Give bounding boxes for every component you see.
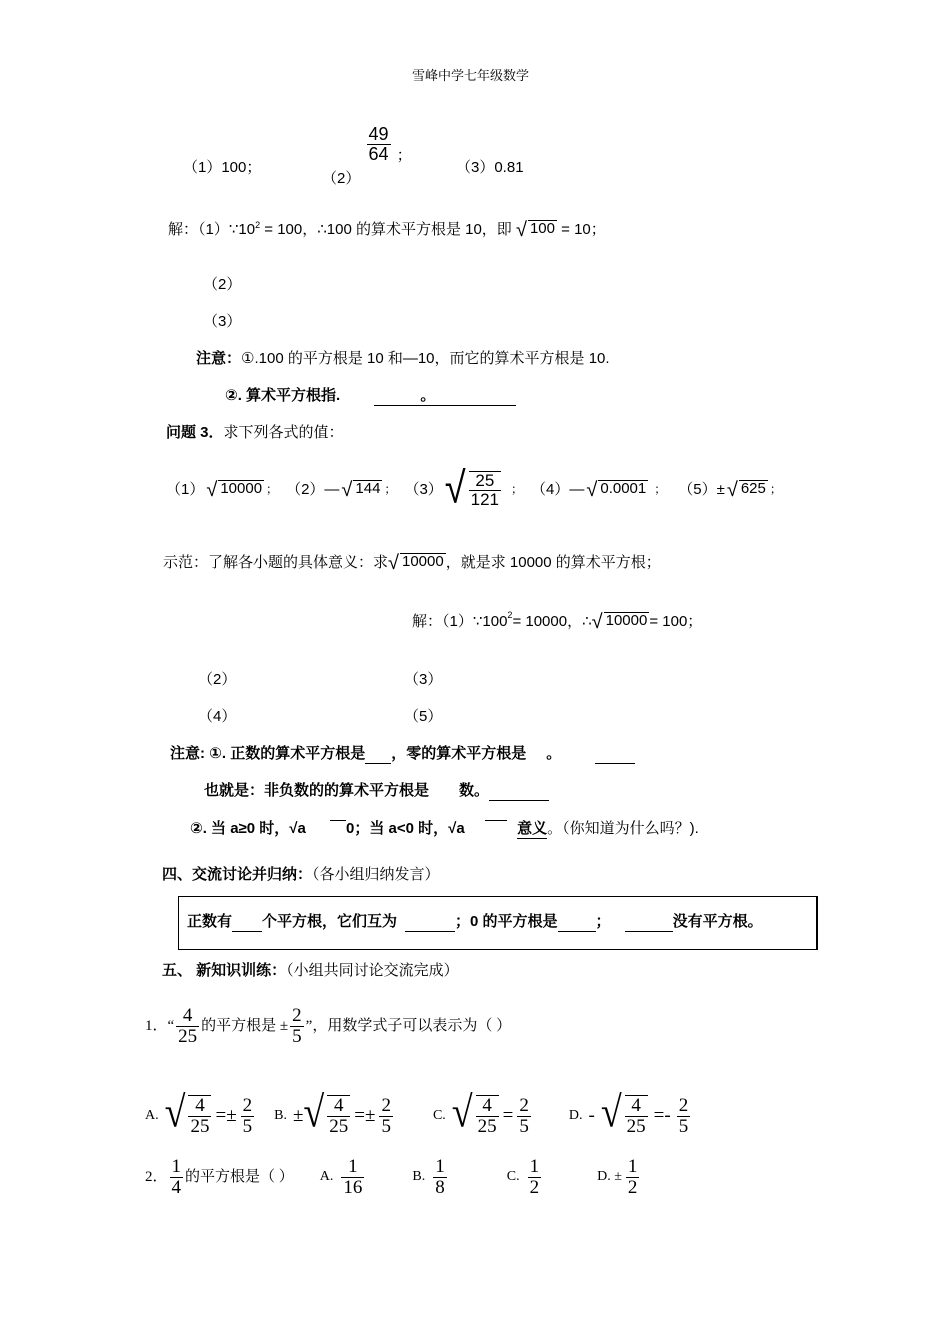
section-4-label: 四、交流讨论并归纳： bbox=[162, 866, 313, 883]
q3-item-1-label: （1） bbox=[166, 480, 205, 498]
summary-t4: ； bbox=[595, 913, 611, 930]
solution-1-mid: = 100，∴100 的算术平方根是 10，即 bbox=[260, 220, 512, 238]
option-b-pm: ± bbox=[292, 1104, 304, 1126]
note-5-mid: 0；当 a<0 时，√a bbox=[346, 820, 465, 837]
fraction-4-25 bbox=[476, 1095, 499, 1137]
fraction-4-25 bbox=[327, 1095, 350, 1137]
solution-1-part-3: （3） bbox=[203, 313, 242, 330]
sqrt-25-over-121: √ $\frac{25}{121}$ bbox=[444, 464, 500, 514]
fraction-numerator: 4 bbox=[482, 1095, 492, 1117]
exercise-2-pre: 2． bbox=[145, 1168, 168, 1185]
option-b-equals: =± bbox=[354, 1104, 376, 1126]
sqrt-625: √ 625 bbox=[726, 479, 766, 501]
sqrt-0-0001: √ 0.0001 bbox=[586, 479, 647, 501]
summary-text bbox=[187, 914, 763, 932]
question-3-label: 问题 3． bbox=[166, 424, 224, 441]
fraction-denominator: 2 bbox=[627, 1176, 638, 1198]
solution-3-post: = 100； bbox=[649, 612, 703, 630]
section-5-text: （小组共同讨论交流完成） bbox=[286, 962, 459, 979]
radicand: 0.0001 bbox=[598, 480, 648, 500]
solution-1-part-2: （2） bbox=[203, 276, 242, 293]
note-3-post: 。 bbox=[546, 745, 562, 762]
fraction-numerator: 2 bbox=[292, 1005, 302, 1026]
option-a-label: A. bbox=[145, 1108, 159, 1124]
note-2-blank bbox=[374, 388, 516, 406]
fraction-numerator: 2 bbox=[519, 1094, 529, 1116]
section-4-heading bbox=[162, 867, 440, 884]
note-5-post: 。（你知道为什么吗？). bbox=[547, 820, 699, 837]
fraction-denominator: 121 bbox=[470, 490, 500, 509]
sqrt-4-over-25: √ $\frac{4}{25}$ bbox=[303, 1088, 349, 1137]
sqrt-10000: √ 10000 bbox=[591, 611, 648, 633]
fraction-numerator: 4 bbox=[334, 1095, 344, 1117]
note-3 bbox=[170, 746, 635, 764]
fraction-2-5 bbox=[517, 1096, 531, 1137]
note-4-blank bbox=[489, 783, 549, 801]
radicand: 625 bbox=[739, 480, 768, 500]
fraction-numerator: 2 bbox=[242, 1094, 253, 1116]
demo-pre: 示范：了解各小题的具体意义：求 bbox=[163, 553, 389, 571]
option-b-label: B. bbox=[274, 1108, 287, 1124]
fraction-numerator: 4 bbox=[631, 1095, 641, 1117]
fraction-denominator: 25 bbox=[477, 1116, 497, 1137]
fraction-denominator: 25 bbox=[329, 1116, 349, 1137]
q2-item-1: （1）100； bbox=[183, 159, 262, 176]
solution-3 bbox=[412, 612, 702, 632]
summary-t5: 没有平方根。 bbox=[672, 913, 763, 930]
fraction-4-25 bbox=[176, 1006, 199, 1047]
fraction-25-121 bbox=[469, 471, 501, 509]
note-1-text: ①.100 的平方根是 10 和—10，而它的算术平方根是 10. bbox=[241, 350, 610, 367]
solution-1 bbox=[168, 220, 606, 240]
fraction-denominator: 5 bbox=[381, 1115, 391, 1137]
fraction-2-5 bbox=[379, 1096, 393, 1137]
summary-t3: ；0 的平方根是 bbox=[455, 913, 558, 930]
q2-item-2-sep: ； bbox=[396, 147, 412, 165]
fraction-numerator: 1 bbox=[435, 1155, 445, 1177]
fraction-1-4 bbox=[170, 1157, 184, 1198]
section-5-label: 五、 新知识训练： bbox=[162, 962, 287, 979]
radicand: 144 bbox=[353, 480, 382, 500]
exercise-2 bbox=[145, 1152, 641, 1202]
sqrt-4-over-25: √ $\frac{4}{25}$ bbox=[600, 1088, 646, 1137]
fraction-numerator: 49 bbox=[368, 124, 389, 144]
fraction-denominator: 5 bbox=[678, 1115, 689, 1137]
solution-3-part-4: （4） bbox=[198, 708, 237, 725]
separator: ； bbox=[769, 482, 782, 497]
solution-3-mid: = 10000，∴ bbox=[512, 612, 592, 630]
fraction-denominator: 5 bbox=[519, 1115, 529, 1137]
section-5-heading bbox=[162, 963, 459, 980]
note-3-blank-2 bbox=[595, 746, 635, 764]
solution-1-pre: 解：（1）∵10 bbox=[168, 220, 256, 238]
demo-post: ，就是求 10000 的算术平方根； bbox=[445, 553, 661, 571]
fraction-numerator: 25 bbox=[475, 471, 495, 491]
fraction-numerator: 1 bbox=[171, 1155, 182, 1177]
fraction-4-25 bbox=[188, 1095, 211, 1137]
fraction-1-8 bbox=[433, 1157, 447, 1198]
exercise-1-post: ”，用数学式子可以表示为（ ） bbox=[305, 1018, 512, 1035]
q3-item-5-label: （5）± bbox=[678, 480, 725, 498]
solution-1-post: = 10； bbox=[557, 220, 606, 238]
option-d-label: D. ± bbox=[597, 1169, 622, 1185]
exercise-2-mid: 的平方根是（ ） bbox=[185, 1168, 294, 1185]
fraction-numerator: 4 bbox=[182, 1005, 193, 1026]
solution-3-exp: 2 bbox=[507, 610, 513, 621]
summary-t2: 个平方根，它们互为 bbox=[262, 913, 398, 930]
note-5 bbox=[190, 820, 699, 839]
separator: ； bbox=[266, 482, 279, 497]
demonstration bbox=[163, 553, 661, 573]
fraction-denominator: 5 bbox=[292, 1025, 302, 1047]
section-4-text: （各小组归纳发言） bbox=[312, 866, 440, 883]
sqrt-10000: √ 10000 bbox=[388, 552, 444, 574]
solution-3-pre: 解：（1）∵100 bbox=[412, 612, 508, 630]
option-a-label: A. bbox=[319, 1169, 334, 1185]
sqrt-144: √ 144 bbox=[341, 479, 381, 501]
option-a-equals: =± bbox=[215, 1104, 237, 1126]
option-d-minus: - bbox=[588, 1104, 595, 1126]
question-3 bbox=[166, 425, 344, 442]
note-1 bbox=[196, 351, 610, 368]
note-5-blank-1 bbox=[330, 820, 346, 838]
fraction-numerator: 1 bbox=[529, 1155, 540, 1177]
sqrt-4-over-25: √ $\frac{4}{25}$ bbox=[451, 1088, 497, 1137]
separator: ； bbox=[511, 482, 524, 497]
fraction-numerator: 1 bbox=[627, 1155, 638, 1177]
q3-item-2-label: （2）— bbox=[286, 480, 340, 498]
fraction-numerator: 1 bbox=[348, 1155, 358, 1177]
fraction-numerator: 2 bbox=[381, 1094, 391, 1116]
fraction-denominator: 25 bbox=[626, 1116, 646, 1137]
note-1-label: 注意： bbox=[196, 350, 242, 367]
fraction-numerator: 4 bbox=[195, 1095, 205, 1117]
q2-item-2 bbox=[322, 124, 412, 188]
sqrt-100-radicand: 100 bbox=[528, 220, 557, 240]
note-5-pre: ②. 当 a≥0 时，√a bbox=[190, 820, 306, 837]
note-4-pre: 也就是：非负数的的算术平方根是 bbox=[204, 782, 430, 799]
option-c-equals: = bbox=[502, 1104, 514, 1126]
note-2-text: ②. 算术平方根指. bbox=[225, 387, 341, 404]
fraction-denominator: 5 bbox=[242, 1115, 253, 1137]
question-3-items bbox=[166, 460, 782, 520]
sqrt-10000: √ 10000 bbox=[206, 479, 263, 501]
fraction-4-25 bbox=[625, 1095, 648, 1137]
exercise-1 bbox=[145, 1006, 511, 1047]
note-2 bbox=[225, 388, 516, 406]
note-5-blank-2 bbox=[485, 820, 507, 838]
sqrt-4-over-25: √ $\frac{4}{25}$ bbox=[164, 1088, 210, 1137]
option-c-label: C. bbox=[506, 1169, 520, 1185]
note-3-pre: 注意: ①. 正数的算术平方根是 bbox=[170, 745, 366, 762]
solution-1-exp: 2 bbox=[255, 219, 261, 230]
fraction-denominator: 8 bbox=[435, 1176, 445, 1198]
option-c-label: C. bbox=[432, 1108, 446, 1124]
note-3-mid: ，零的算术平方根是 bbox=[391, 745, 527, 762]
summary-box-right-edge bbox=[816, 896, 818, 950]
fraction-2-5 bbox=[290, 1006, 304, 1047]
summary-blank-2 bbox=[405, 914, 455, 932]
fraction-denominator: 25 bbox=[190, 1116, 210, 1137]
solution-3-part-2: （2） bbox=[198, 671, 237, 688]
radicand: 10000 bbox=[604, 612, 650, 632]
note-3-blank-1 bbox=[365, 746, 391, 764]
q3-item-3-label: （3） bbox=[404, 480, 443, 498]
exercise-1-mid: 的平方根是 ± bbox=[201, 1018, 289, 1035]
fraction-numerator: 2 bbox=[678, 1094, 689, 1116]
summary-t1: 正数有 bbox=[187, 913, 233, 930]
sqrt-100: √ 100 bbox=[515, 219, 555, 241]
summary-blank-4 bbox=[625, 914, 673, 932]
fraction-denominator: 16 bbox=[343, 1176, 363, 1198]
fraction-denominator: 4 bbox=[171, 1176, 182, 1198]
fraction-2-5 bbox=[241, 1096, 255, 1137]
fraction-49-64 bbox=[367, 125, 391, 164]
fraction-denominator: 64 bbox=[368, 143, 389, 164]
note-4 bbox=[204, 783, 549, 801]
question-3-text: 求下列各式的值： bbox=[223, 424, 344, 441]
fraction-2-5 bbox=[677, 1096, 691, 1137]
page-header: 雪峰中学七年级数学 bbox=[412, 69, 530, 84]
option-b-label: B. bbox=[412, 1169, 426, 1185]
fraction-denominator: 2 bbox=[529, 1176, 540, 1198]
summary-blank-1 bbox=[232, 914, 262, 932]
separator: ； bbox=[384, 482, 397, 497]
summary-blank-3 bbox=[558, 914, 596, 932]
solution-3-part-3: （3） bbox=[404, 671, 443, 688]
note-4-post: 数。 bbox=[459, 782, 490, 799]
separator: ； bbox=[654, 482, 667, 497]
q3-item-4-label: （4）— bbox=[531, 480, 585, 498]
radicand: 10000 bbox=[400, 553, 446, 573]
note-5-meaning: 意义 bbox=[517, 820, 548, 837]
solution-3-part-5: （5） bbox=[404, 708, 443, 725]
option-d-equals: =- bbox=[653, 1104, 671, 1126]
fraction-1-2 bbox=[528, 1157, 542, 1198]
fraction-1-2 bbox=[626, 1157, 640, 1198]
q2-item-2-label: （2） bbox=[322, 170, 361, 188]
exercise-1-pre: 1．“ bbox=[145, 1018, 175, 1035]
option-d-label: D. bbox=[568, 1108, 583, 1124]
fraction-denominator: 25 bbox=[178, 1025, 198, 1047]
note-2-period: 。 bbox=[420, 387, 436, 404]
exercise-1-options bbox=[145, 1088, 692, 1144]
radicand: 10000 bbox=[218, 480, 264, 500]
q2-item-3: （3）0.81 bbox=[456, 159, 524, 176]
fraction-1-16 bbox=[341, 1157, 364, 1198]
